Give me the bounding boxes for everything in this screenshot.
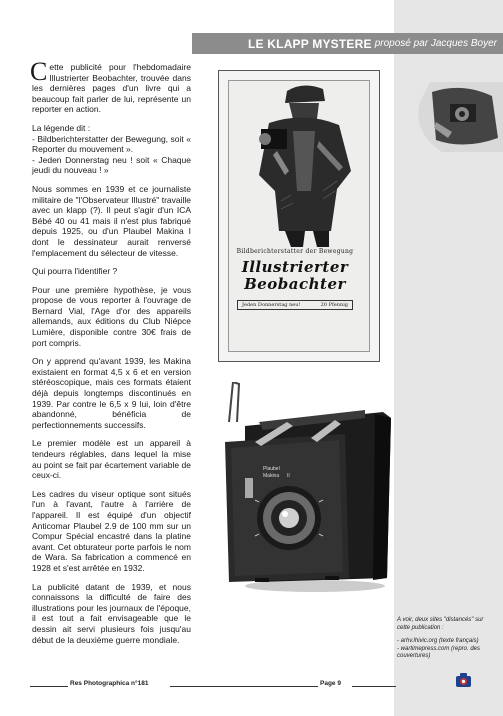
footer-rule-middle [170, 686, 318, 687]
paragraph-7: Le premier modèle est un appareil à tendeurs réglables, dans lequel la mise au point se fait par écartement variable de ceux-ci. [32, 438, 191, 481]
article-body [30, 57, 191, 653]
side-note-source-1: - arhv.lhivic.org (texte français) [397, 638, 479, 644]
advertisement-poster [218, 70, 380, 362]
camera-closeup-image [412, 82, 503, 152]
side-note-intro: A voir, deux sites "distancés" sur cette publication : [397, 617, 484, 631]
poster-tagline: Bildberichterstatter der Bewegung [236, 248, 354, 255]
reporter-illustration [219, 71, 381, 251]
camera-brand-text-1: Plaubel [263, 466, 280, 472]
paragraph-3: Nous sommes en 1939 et ce journaliste militaire de "l'Observateur Illustré" travaille avec un klapp (?). Il peut s'agir d'un ICA Bébé 40 ou 41 mais il n'est plus fabriqué depuis 1925, ou d'un Plaubel Makina I dont le dessinateur aurait renversé l'emplacement du sélecteur de vitesse. [32, 183, 191, 258]
caption-line-2: - Jeden Donnerstag neu ! soit « Chaque jeudi du nouveau ! » [32, 154, 191, 176]
poster-title-line-1: Illustrierter [241, 258, 349, 276]
footer-page-number: Page 9 [320, 680, 341, 687]
poster-footer-box [237, 300, 353, 310]
footer-publication: Res Photographica n°181 [70, 680, 149, 687]
page-footer [0, 678, 503, 690]
paragraph-6: On y apprend qu'avant 1939, les Makina existaient en format 4,5 x 6 et en version stéréoscopique, mais ces formats étaient déjà depuis longtemps discontinués en 1939. Par contre le 6,5 x 9 lui, loin d'être abandonné, bénéficia de perfectionnements successifs. [32, 356, 191, 430]
poster-title-line-2: Beobachter [244, 275, 346, 293]
paragraph-9: La publicité datant de 1939, et nous connaissons la difficulté de faire des illustrations pour les journaux de l'époque, il est tout a fait envisageable que le dessin ait servi plusieurs fois jusqu'au début de la deuxième guerre mondiale. [32, 581, 191, 645]
caption-line-1: - Bildberichterstatter der Bewegung, soit « Reporter du mouvement ». [32, 133, 191, 155]
camera-brand-text-2: Makina [263, 473, 280, 479]
poster-footer-left: Jeden Donnerstag neu! [242, 302, 301, 308]
camera-brand-text-3: II [287, 473, 290, 479]
side-note-sources [397, 638, 497, 661]
footer-rule-right [352, 686, 396, 687]
poster-footer-right: 20 Pfennig [320, 302, 348, 308]
article-byline: proposé par Jacques Boyer [374, 38, 497, 49]
paragraph-1 [30, 57, 191, 115]
paragraph-5: Pour une première hypothèse, je vous propose de vous reporter à l'ouvrage de Bernard Vial, l'Age d'or des appareils allemands, aux éditions du Club Niépce Lumière, disponible contre 30€ frais de port compris. [32, 284, 191, 348]
side-note [397, 617, 497, 661]
drop-cap: C [30, 57, 48, 86]
article-header [192, 33, 503, 54]
paragraph-8: Les cadres du viseur optique sont situés l'un à l'avant, l'autre à l'arrière de l'appareil. Il est équipé d'un objectif Anticomar Plaubel 2.9 de 100 mm sur un Compur Spécial encastré dans la platine avant. Cet obturateur porte parfois le nom de Wara. Sa fabrication a commencé en 1928 et s'est arrêtée en 1932. [32, 488, 191, 573]
plaubel-makina-camera-photo [215, 382, 395, 595]
paragraph-2 [32, 123, 191, 176]
caption-intro: La légende dit : [32, 122, 91, 133]
footer-rule-left [30, 686, 68, 687]
poster-title [227, 259, 363, 293]
side-note-source-2: - wartimepress.com (repro. des couvertures) [397, 645, 481, 659]
paragraph-4: Qui pourra l'identifier ? [32, 266, 118, 277]
club-logo-icon [455, 672, 472, 688]
article-title: LE KLAPP MYSTERE [248, 36, 372, 51]
paragraph-1-text: ette publicité pour l'hebdomadaire Illustrierter Beobachter, trouvée dans les dernières pages d'un livre qui a beaucoup fait parler de lui, représente un reporter en action. [32, 62, 191, 115]
